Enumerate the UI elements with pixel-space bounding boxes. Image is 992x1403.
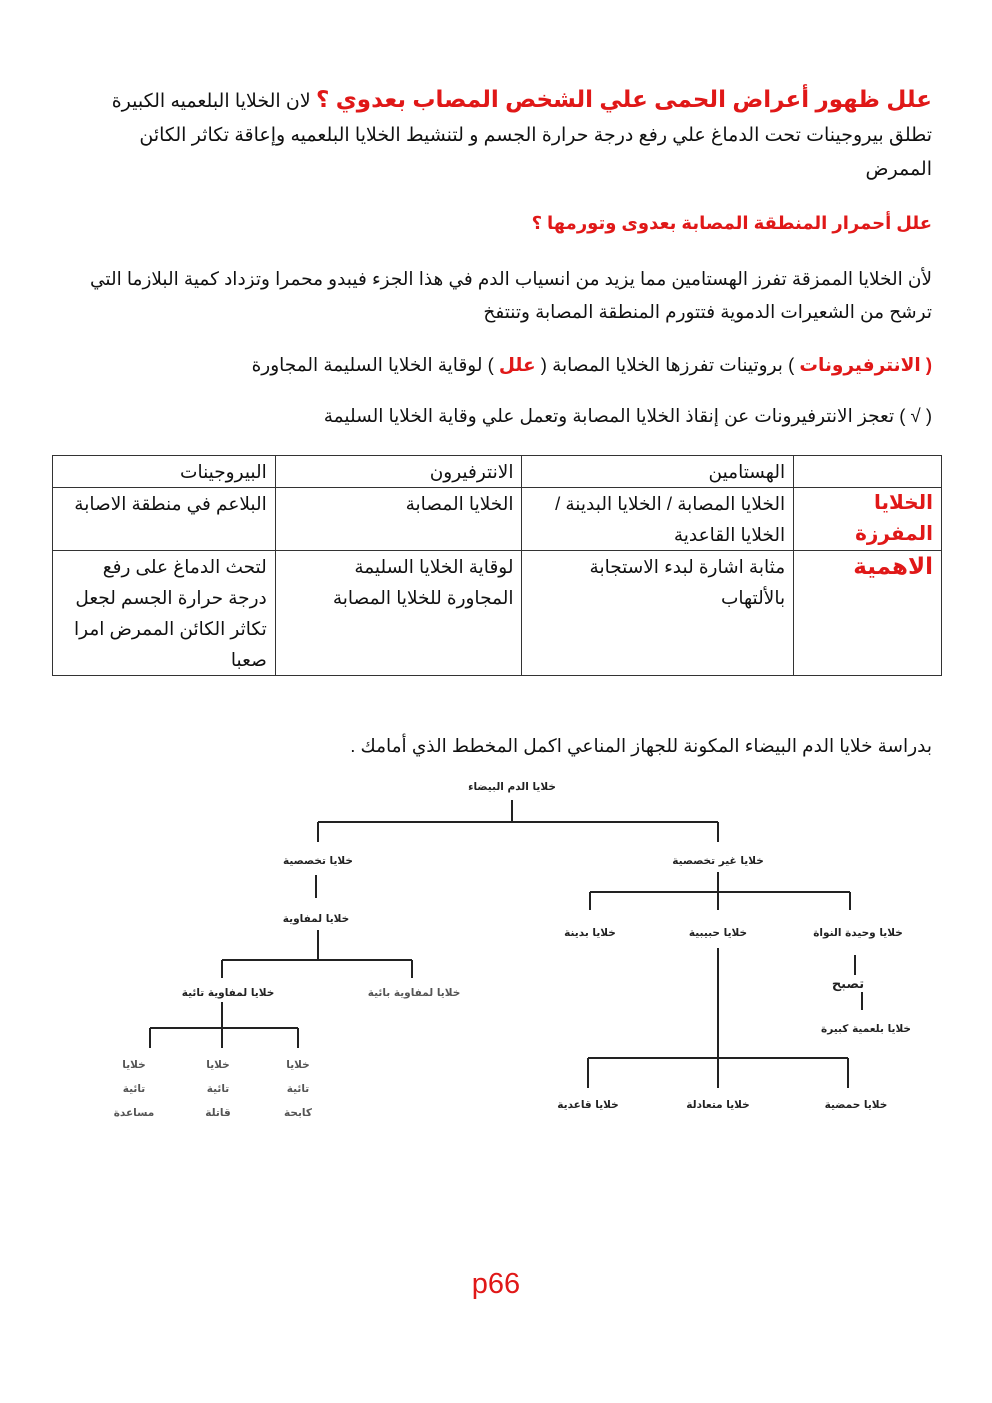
table-row [53, 488, 942, 551]
node-t-killer-line2: تائية [206, 1083, 230, 1095]
white-blood-cells-tree [0, 770, 992, 1150]
interferon-definition [74, 354, 932, 376]
node-basophils: خلايا قاعدية [557, 1099, 619, 1111]
table-header-cell [794, 456, 942, 488]
def-text-b: ) لوقاية الخلايا السليمة المجاورة [251, 354, 494, 375]
node-nonspecific-cells: خلايا غير تخصصية [672, 855, 764, 867]
table-cell: مثابة اشارة لبدء الاستجابة بالألتهاب [522, 551, 794, 676]
node-becomes: تصبح [831, 977, 865, 992]
def-text-a: بروتينات تفرزها الخلايا المصابة ( [540, 354, 783, 375]
question-fever-title: علل ظهور أعراض الحمى علي الشخص المصاب بعدوي ؟ [316, 86, 932, 112]
node-t-suppressor-line2: تائية [286, 1083, 310, 1095]
tree-connectors [150, 800, 865, 1088]
node-t-helper-line2: تائية [122, 1083, 146, 1095]
def-close-paren: ) [788, 354, 795, 375]
node-t-lymphocytes: خلايا لمفاوية تائية [181, 987, 275, 999]
node-white-blood-cells: خلايا الدم البيضاء [468, 781, 556, 793]
answer-redness: لأن الخلايا الممزقة تفرز الهستامين مما يزيد من انسياب الدم في هذا الجزء فيبدو محمرا وتزداد كمية البلازما التي ترشح من الشعيرات الدموية فتتورم المنطقة المصابة وتنتفخ [89, 268, 932, 322]
def-open-paren: ( [925, 354, 932, 375]
node-t-helper-line1: خلايا [122, 1059, 146, 1071]
true-false-statement: ( √ ) تعجز الانترفيرونات عن إنقاذ الخلايا المصابة وتعمل علي وقاية الخلايا السليمة [323, 405, 932, 426]
table-header-cell: البيروجينات [53, 456, 276, 488]
question-fever [74, 82, 932, 187]
table-header-cell: الانترفيرون [275, 456, 522, 488]
comparison-table [52, 455, 942, 676]
table-cell: لتحث الدماغ على رفع درجة حرارة الجسم لجعل تكاثر الكائن الممرض امرا صعبا [53, 551, 276, 676]
node-mast-cells: خلايا بدينة [564, 927, 616, 939]
node-t-helper-line3: مساعدة [113, 1107, 155, 1119]
diagram-instruction: بدراسة خلايا الدم البيضاء المكونة للجهاز المناعي اكمل المخطط الذي أمامك . [350, 735, 932, 756]
table-cell: لوقاية الخلايا السليمة المجاورة للخلايا المصابة [275, 551, 522, 676]
node-t-suppressor-line3: كابحة [284, 1107, 312, 1119]
node-acidophils: خلايا حمضية [824, 1099, 888, 1111]
question-redness-title: علل أحمرار المنطقة المصابة بعدوى وتورمها ؟ [531, 213, 932, 233]
page-number: p66 [471, 1268, 521, 1300]
row-label-secreting-cells: الخلايا المفرزة [794, 488, 942, 551]
node-t-killer-line1: خلايا [206, 1059, 230, 1071]
table-row [53, 551, 942, 676]
node-macrophages: خلايا بلعمية كبيرة [821, 1023, 911, 1035]
answer-fever: لان الخلايا البلعميه الكبيرة تطلق بيروجينات تحت الدماغ علي رفع درجة حرارة الجسم و لتنشيط الخلايا البلعميه وإعاقة تكاثر الكائن الممرض [111, 91, 932, 180]
node-mononuclear-cells: خلايا وحيدة النواة [813, 927, 903, 939]
def-because: علل [498, 354, 536, 375]
table-cell: الخلايا المصابة [275, 488, 522, 551]
table-cell: الخلايا المصابة / الخلايا البدينة / الخلايا القاعدية [522, 488, 794, 551]
table-header-cell: الهستامين [522, 456, 794, 488]
table-header-row [53, 456, 942, 488]
def-term: الانترفيرونات [799, 354, 921, 375]
question-redness [74, 213, 932, 234]
node-t-killer-line3: قاتلة [205, 1107, 231, 1119]
node-specific-cells: خلايا تخصصية [283, 855, 353, 867]
row-label-importance: الاهمية [794, 551, 942, 676]
node-b-lymphocytes: خلايا لمفاوية بائية [367, 987, 461, 999]
node-granular-cells: خلايا حبيبية [688, 927, 748, 939]
node-neutrophils: خلايا متعادلة [686, 1099, 750, 1111]
node-t-suppressor-line1: خلايا [286, 1059, 310, 1071]
node-lymphocytes: خلايا لمفاوية [282, 913, 350, 925]
table-cell: البلاعم في منطقة الاصابة [53, 488, 276, 551]
